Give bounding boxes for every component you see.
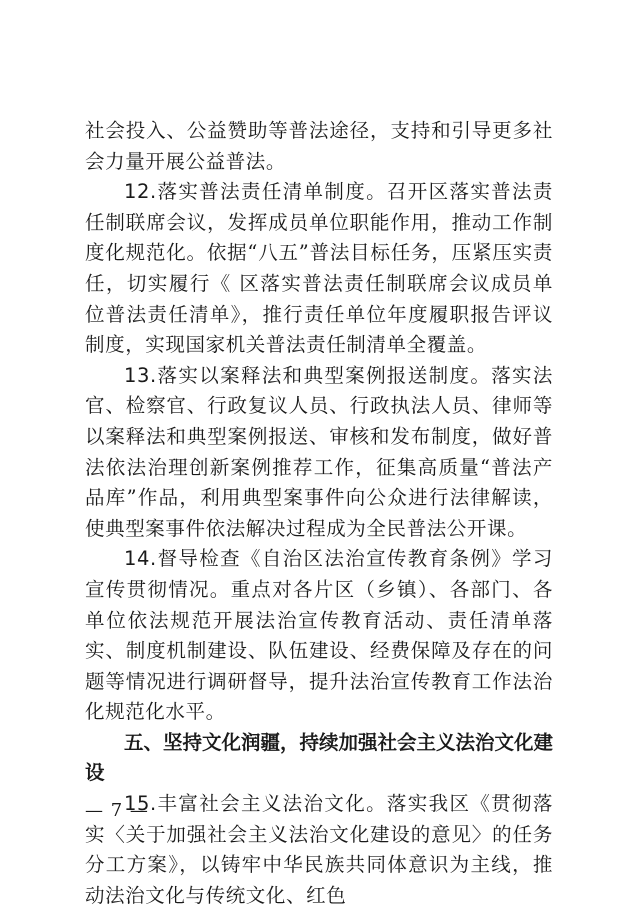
paragraph-item-15 [85,789,553,911]
item-12-body: 召开区落实普法责任制联席会议，发挥成员单位职能作用，推动工作制度化规范化。依据“八五”普法目标任务，压紧压实责任，切实履行《 区落实普法责任制联席会议成员单位普法责任清单》，推行责任单位年度履职报告评议制度，实现国家机关普法责任制清单全覆盖。 [85,180,553,357]
paragraph-item-13 [85,361,553,545]
item-14-body: 重点对各片区（乡镇）、各部门、各单位依法规范开展法治宣传教育活动、责任清单落实、制度机制建设、队伍建设、经费保障及存在的问题等情况进行调研督导，提升法治宣传教育工作法治化规范化水平。 [85,577,554,724]
paragraph-item-12 [85,177,553,361]
item-12-title: 12.落实普法责任清单制度。 [124,180,387,204]
item-14-title: 14.督导检查《自治区法治宣传教育条例》学习宣传贯彻情况。 [85,547,553,601]
item-15-body: 落实我区《贯彻落实〈关于加强社会主义法治文化建设的意见〉的任务分工方案》，以铸牢中华民族共同体意识为主线，推动法治文化与传统文化、红色 [85,792,553,907]
paragraph-item-14 [85,544,553,728]
item-13-title: 13.落实以案释法和典型案例报送制度。 [124,363,492,387]
item-13-body: 落实法官、检察官、行政复议人员、行政执法人员、律师等以案释法和典型案例报送、审核和发布制度，做好普法依法治理创新案例推荐工作，征集高质量“普法产品库”作品，利用典型案事件向公众进行法律解读，使典型案事件依法解决过程成为全民普法公开课。 [85,363,553,540]
paragraph-continuation: 社会投入、公益赞助等普法途径，支持和引导更多社会力量开展公益普法。 [85,119,553,173]
document-body [85,116,553,911]
section-heading-5: 五、坚持文化润疆，持续加强社会主义法治文化建设 [85,730,554,785]
item-15-title: 15.丰富社会主义法治文化。 [124,792,387,816]
page-number: — 7 — [85,800,149,821]
